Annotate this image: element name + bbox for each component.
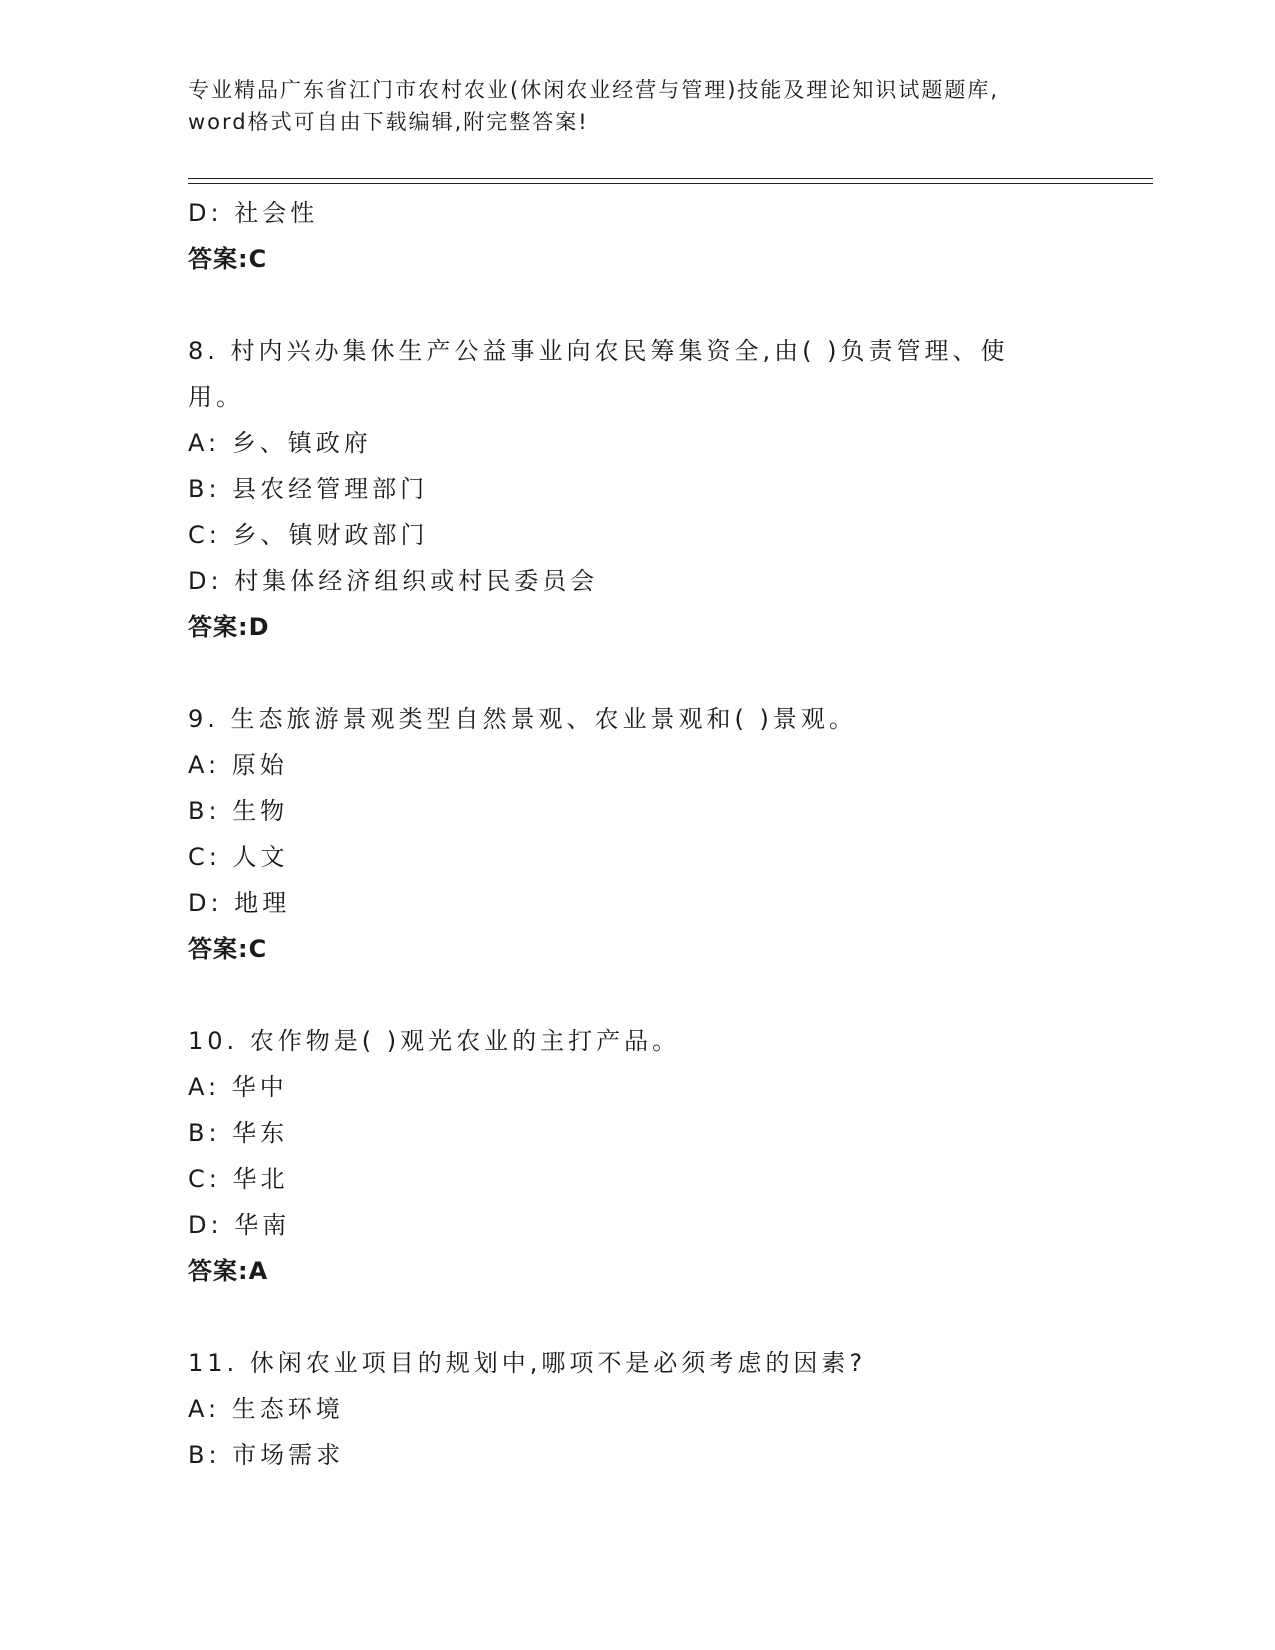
option-b: B: 华东 — [188, 1119, 289, 1147]
option-d: D: 村集体经济组织或村民委员会 — [188, 567, 599, 595]
question-text: 10. 农作物是( )观光农业的主打产品。 — [188, 1027, 681, 1055]
option-d: D: 地理 — [188, 889, 291, 917]
option-b: B: 市场需求 — [188, 1441, 345, 1469]
header-title-line-2: word格式可自由下载编辑,附完整答案! — [188, 110, 589, 134]
option-b: B: 生物 — [188, 797, 289, 825]
question-9 — [188, 696, 1088, 972]
question-10 — [188, 1018, 1088, 1294]
answer-line: 答案:C — [188, 935, 268, 963]
option-c: C: 人文 — [188, 843, 289, 871]
question-text-continued: 用。 — [188, 383, 244, 411]
option-a: A: 原始 — [188, 751, 288, 779]
header-divider-bottom — [188, 183, 1153, 184]
spacer — [188, 1294, 1088, 1340]
option-a: A: 华中 — [188, 1073, 288, 1101]
document-header — [188, 74, 1088, 138]
question-7 — [188, 190, 1088, 282]
question-text: 9. 生态旅游景观类型自然景观、农业景观和( )景观。 — [188, 705, 857, 733]
question-text: 8. 村内兴办集休生产公益事业向农民筹集资全,由( )负责管理、使 — [188, 337, 1009, 365]
option-a: A: 乡、镇政府 — [188, 429, 372, 457]
option-b: B: 县农经管理部门 — [188, 475, 429, 503]
answer-line: 答案:A — [188, 1257, 269, 1285]
question-text: 11. 休闲农业项目的规划中,哪项不是必须考虑的因素? — [188, 1349, 867, 1377]
option-d: D: 华南 — [188, 1211, 291, 1239]
spacer — [188, 282, 1088, 328]
question-8 — [188, 328, 1088, 650]
option-c: C: 华北 — [188, 1165, 289, 1193]
option-a: A: 生态环境 — [188, 1395, 344, 1423]
header-divider-top — [188, 178, 1153, 179]
answer-line: 答案:C — [188, 245, 268, 273]
spacer — [188, 650, 1088, 696]
answer-line: 答案:D — [188, 613, 270, 641]
header-title-line-1: 专业精品广东省江门市农村农业(休闲农业经营与管理)技能及理论知识试题题库, — [188, 78, 1000, 102]
spacer — [188, 972, 1088, 1018]
question-11 — [188, 1340, 1088, 1478]
option-d: D: 社会性 — [188, 199, 319, 227]
question-list — [188, 190, 1088, 1478]
option-c: C: 乡、镇财政部门 — [188, 521, 429, 549]
